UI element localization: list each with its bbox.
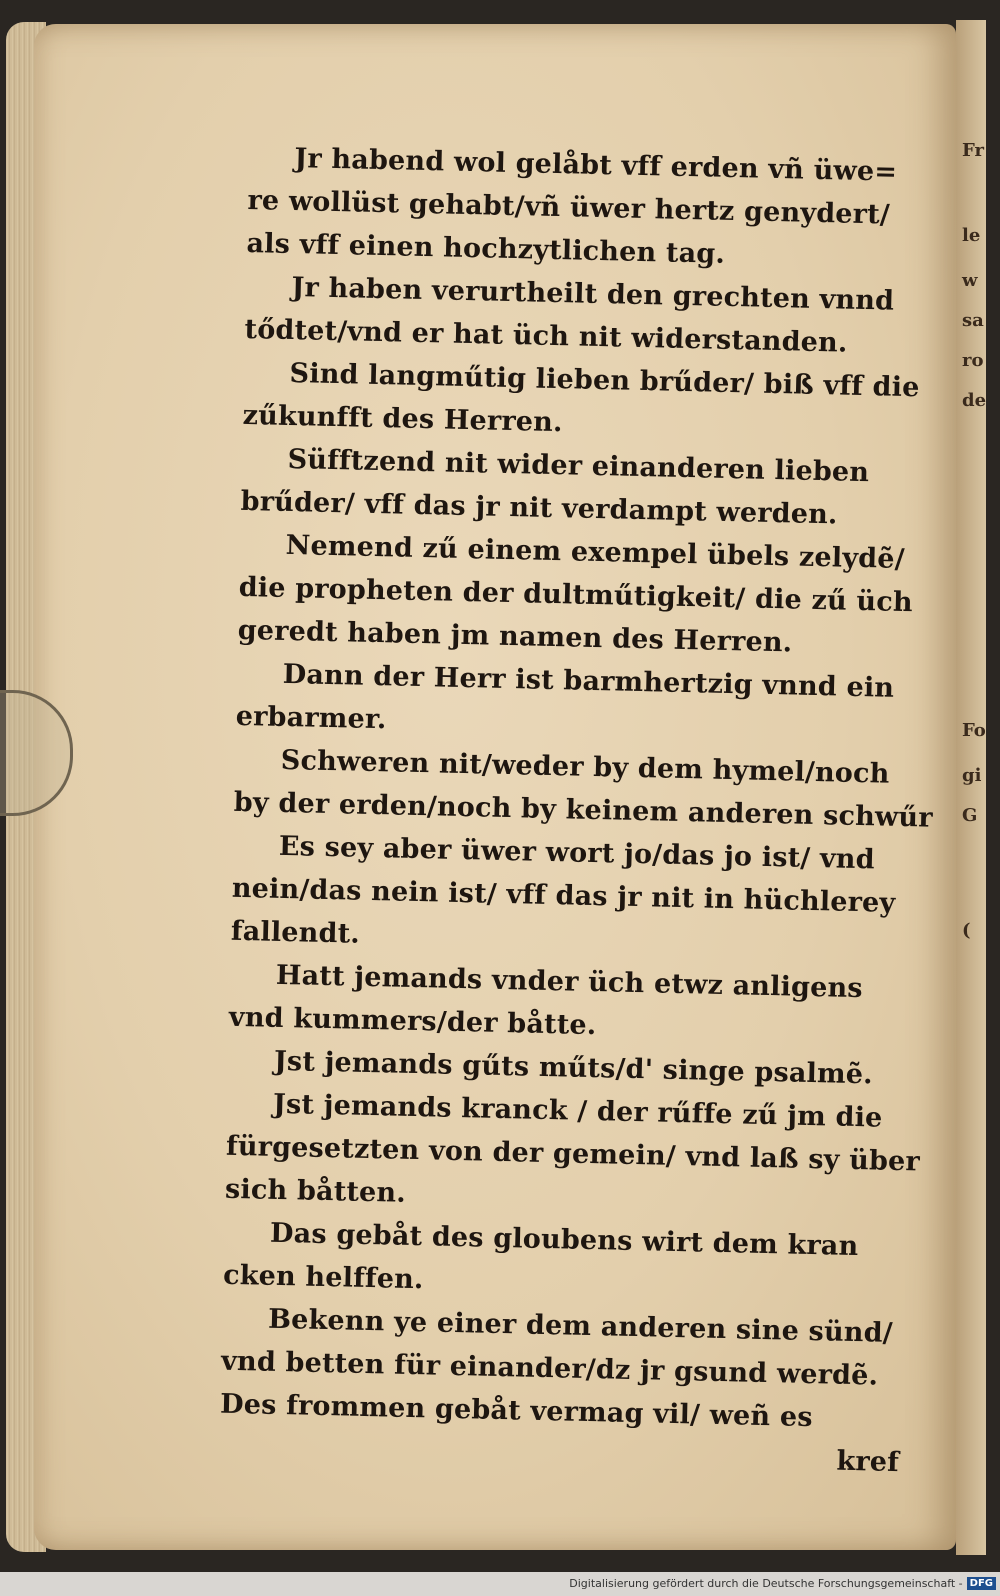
text-line: vnd betten für einander/dz jr gsund werdẽ.: [220, 1345, 879, 1392]
text-line: re wollüst gehabt/vñ üwer hertz genydert/: [247, 184, 891, 231]
text-line: erbarmer.: [235, 700, 387, 736]
text-line: Das gebåt des gloubens wirt dem kran: [269, 1217, 859, 1263]
text-line: cken helffen.: [222, 1259, 424, 1296]
text-line: nein/das nein ist/ vff das jr nit in hüchlerey: [231, 872, 896, 919]
credit-text: Digitalisierung gefördert durch die Deutsche Forschungsgemeinschaft -: [569, 1576, 963, 1590]
text-line: Sind langműtig lieben brűder/ biß vff die: [289, 357, 920, 404]
text-line: Jr habend wol gelåbt vff erden vñ üwe=: [294, 143, 898, 188]
text-line: Es sey aber üwer wort jo/das jo ist/ vnd: [278, 830, 876, 876]
next-page-edge: Fr le w sa ro de Fo gi G (: [956, 20, 986, 1555]
text-line: brűder/ vff das jr nit verdampt werden.: [240, 485, 838, 531]
page-text: [219, 136, 949, 1485]
text-line: Schweren nit/weder by dem hymel/noch: [280, 744, 890, 790]
text-line: zűkunfft des Herren.: [242, 399, 563, 439]
text-line: Jr haben verurtheilt den grechten vnnd: [291, 272, 895, 317]
text-line: Dann der Herr ist barmhertzig vnnd ein: [282, 658, 895, 704]
text-line: geredt haben jm namen des Herren.: [237, 614, 793, 659]
text-line: kref: [836, 1445, 900, 1479]
text-line: die propheten der dultműtigkeit/ die zű üch: [238, 571, 914, 619]
text-line: Des frommen gebåt vermag vil/ weñ es: [219, 1388, 814, 1434]
text-line: sich båtten.: [224, 1173, 407, 1209]
dfg-logo: DFG: [967, 1577, 996, 1590]
text-line: vnd kummers/der båtte.: [228, 1001, 597, 1042]
book-page: [34, 24, 956, 1550]
text-line: Nemend zű einem exempel übels zelydẽ/: [285, 529, 906, 575]
text-line: als vff einen hochzytlichen tag.: [246, 227, 726, 270]
text-line: Jst jemands gűts műts/d' singe psalmẽ.: [273, 1045, 874, 1091]
text-line: fürgesetzten von der gemein/ vnd laß sy über: [225, 1130, 921, 1178]
text-line: Jst jemands kranck / der rűffe zű jm die: [272, 1088, 883, 1134]
digitization-credit: [569, 1574, 996, 1592]
text-line: Bekenn ye einer dem anderen sine sünd/: [267, 1303, 894, 1349]
text-line: Süfftzend nit wider einanderen lieben: [287, 443, 870, 489]
text-line: tődtet/vnd er hat üch nit widerstanden.: [244, 313, 848, 359]
text-line: Hatt jemands vnder üch etwz anligens: [275, 959, 864, 1005]
text-line: by der erden/noch by keinem anderen schwűr: [233, 786, 934, 834]
text-line: fallendt.: [230, 915, 361, 950]
